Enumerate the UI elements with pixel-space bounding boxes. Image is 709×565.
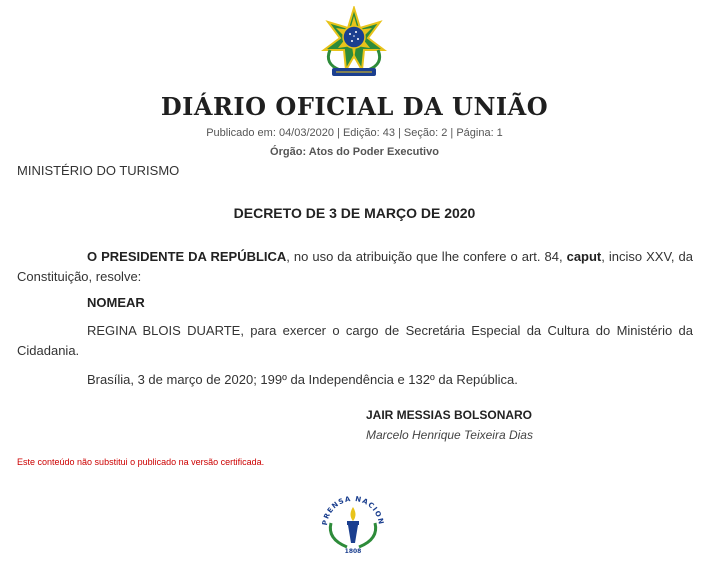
brazil-coat-of-arms-icon bbox=[318, 6, 390, 80]
president-label: O PRESIDENTE DA REPÚBLICA bbox=[87, 249, 287, 264]
imprensa-nacional-seal-icon bbox=[317, 491, 389, 555]
seal-year: 1808 bbox=[344, 548, 362, 555]
seal-text: PRENSA NACION bbox=[320, 494, 386, 526]
paragraph-text: , no uso da atribuição que lhe confere o art. 84, bbox=[286, 249, 563, 264]
ministry-label: MINISTÉRIO DO TURISMO bbox=[17, 163, 180, 178]
action-label: NOMEAR bbox=[87, 295, 145, 310]
signature-name: JAIR MESSIAS BOLSONARO bbox=[366, 408, 533, 422]
svg-text:IMPRENSA NACIONAL bbox=[317, 491, 385, 526]
decree-paragraph-date: Brasília, 3 de março de 2020; 199º da Independência e 132º da República. bbox=[87, 372, 518, 387]
page-title: DIÁRIO OFICIAL DA UNIÃO bbox=[160, 92, 549, 121]
decree-paragraph-appointment: REGINA BLOIS DUARTE, para exercer o cargo de Secretária Especial da Cultura do Ministério da Cidadania. bbox=[17, 323, 693, 358]
decree-paragraph-resolve bbox=[17, 247, 693, 287]
paragraph-text: , inciso XXV, da Constituição, resolve: bbox=[17, 249, 693, 284]
publication-info: Publicado em: 04/03/2020 | Edição: 43 | Seção: 2 | Página: 1 bbox=[206, 127, 503, 139]
decree-title: DECRETO DE 3 DE MARÇO DE 2020 bbox=[233, 205, 476, 221]
orgao-label: Órgão: Atos do Poder Executivo bbox=[270, 146, 439, 158]
caput-label: caput bbox=[566, 249, 602, 264]
disclaimer-text: Este conteúdo não substitui o publicado na versão certificada. bbox=[17, 457, 265, 467]
cosigner-name: Marcelo Henrique Teixeira Dias bbox=[366, 428, 533, 442]
